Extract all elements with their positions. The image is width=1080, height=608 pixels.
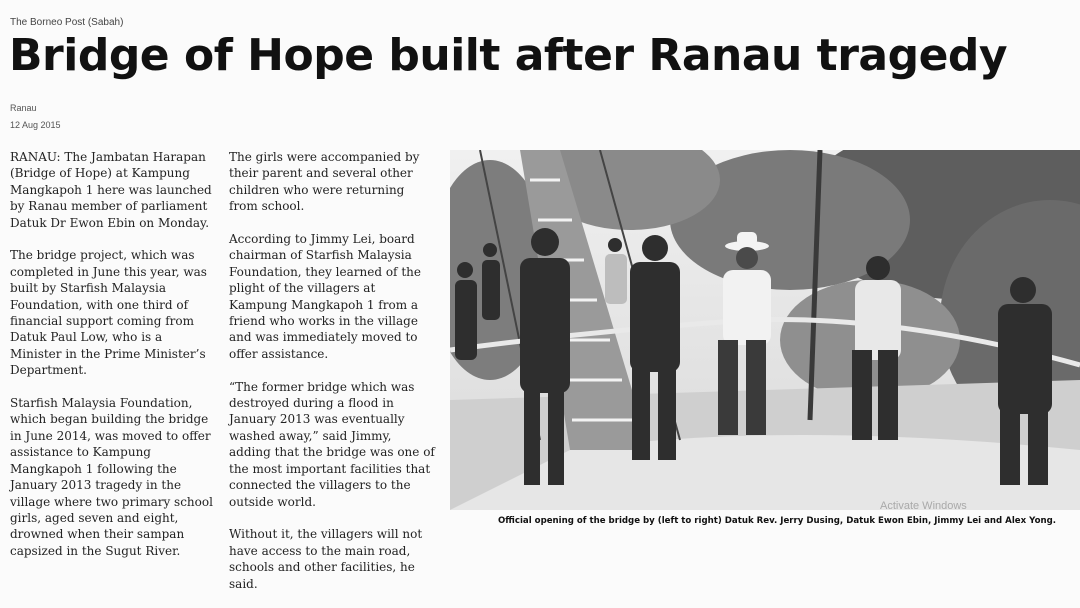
bridge-opening-photo (450, 150, 1080, 510)
publication-name: The Borneo Post (Sabah) (10, 17, 124, 28)
photo-caption: Official opening of the bridge by (left to right) Datuk Rev. Jerry Dusing, Datuk Ewon Ebin, Jimmy Lei and Alex Yong. (498, 516, 1057, 526)
article-paragraph: Starfish Malaysia Foundation, which began building the bridge in June 2014, was moved to offer assistance to Kampung Mangkapoh 1 following the January 2013 tragedy in the village where two primary school girls, aged seven and eight, drowned when their sampan capsized in the Sugut River. (10, 396, 213, 558)
article-column-1 (10, 149, 216, 576)
article-headline: Bridge of Hope built after Ranau tragedy (9, 30, 1008, 81)
article-date: 12 Aug 2015 (10, 120, 61, 130)
article-paragraph: The bridge project, which was completed in June this year, was built by Starfish Malaysia Foundation, with one third of financial support coming from Datuk Paul Low, who is a Minister in the Prime Minister’s Department. (10, 248, 207, 378)
article-paragraph: Without it, the villagers will not have access to the main road, schools and other facilities, he said. (229, 527, 423, 591)
article-dateline: Ranau (10, 103, 37, 113)
article-paragraph: The girls were accompanied by their parent and several other children who were returning from school. (229, 150, 420, 214)
article-photo (450, 150, 1080, 510)
activation-watermark: Activate Windows (880, 500, 967, 512)
article-paragraph: RANAU: The Jambatan Harapan (Bridge of Hope) at Kampung Mangkapoh 1 here was launched by Ranau member of parliament Datuk Dr Ewon Ebin on Monday. (10, 150, 212, 230)
article-column-2 (229, 149, 435, 608)
article-paragraph: According to Jimmy Lei, board chairman of Starfish Malaysia Foundation, they learned of the plight of the villagers at Kampung Mangkapoh 1 from a friend who works in the village and was immediately moved to offer assistance. (229, 232, 421, 361)
article-paragraph: “The former bridge which was destroyed during a flood in January 2013 was eventually washed away,” said Jimmy, adding that the bridge was one of the most important facilities that connected the villagers to the outside world. (229, 379, 435, 509)
